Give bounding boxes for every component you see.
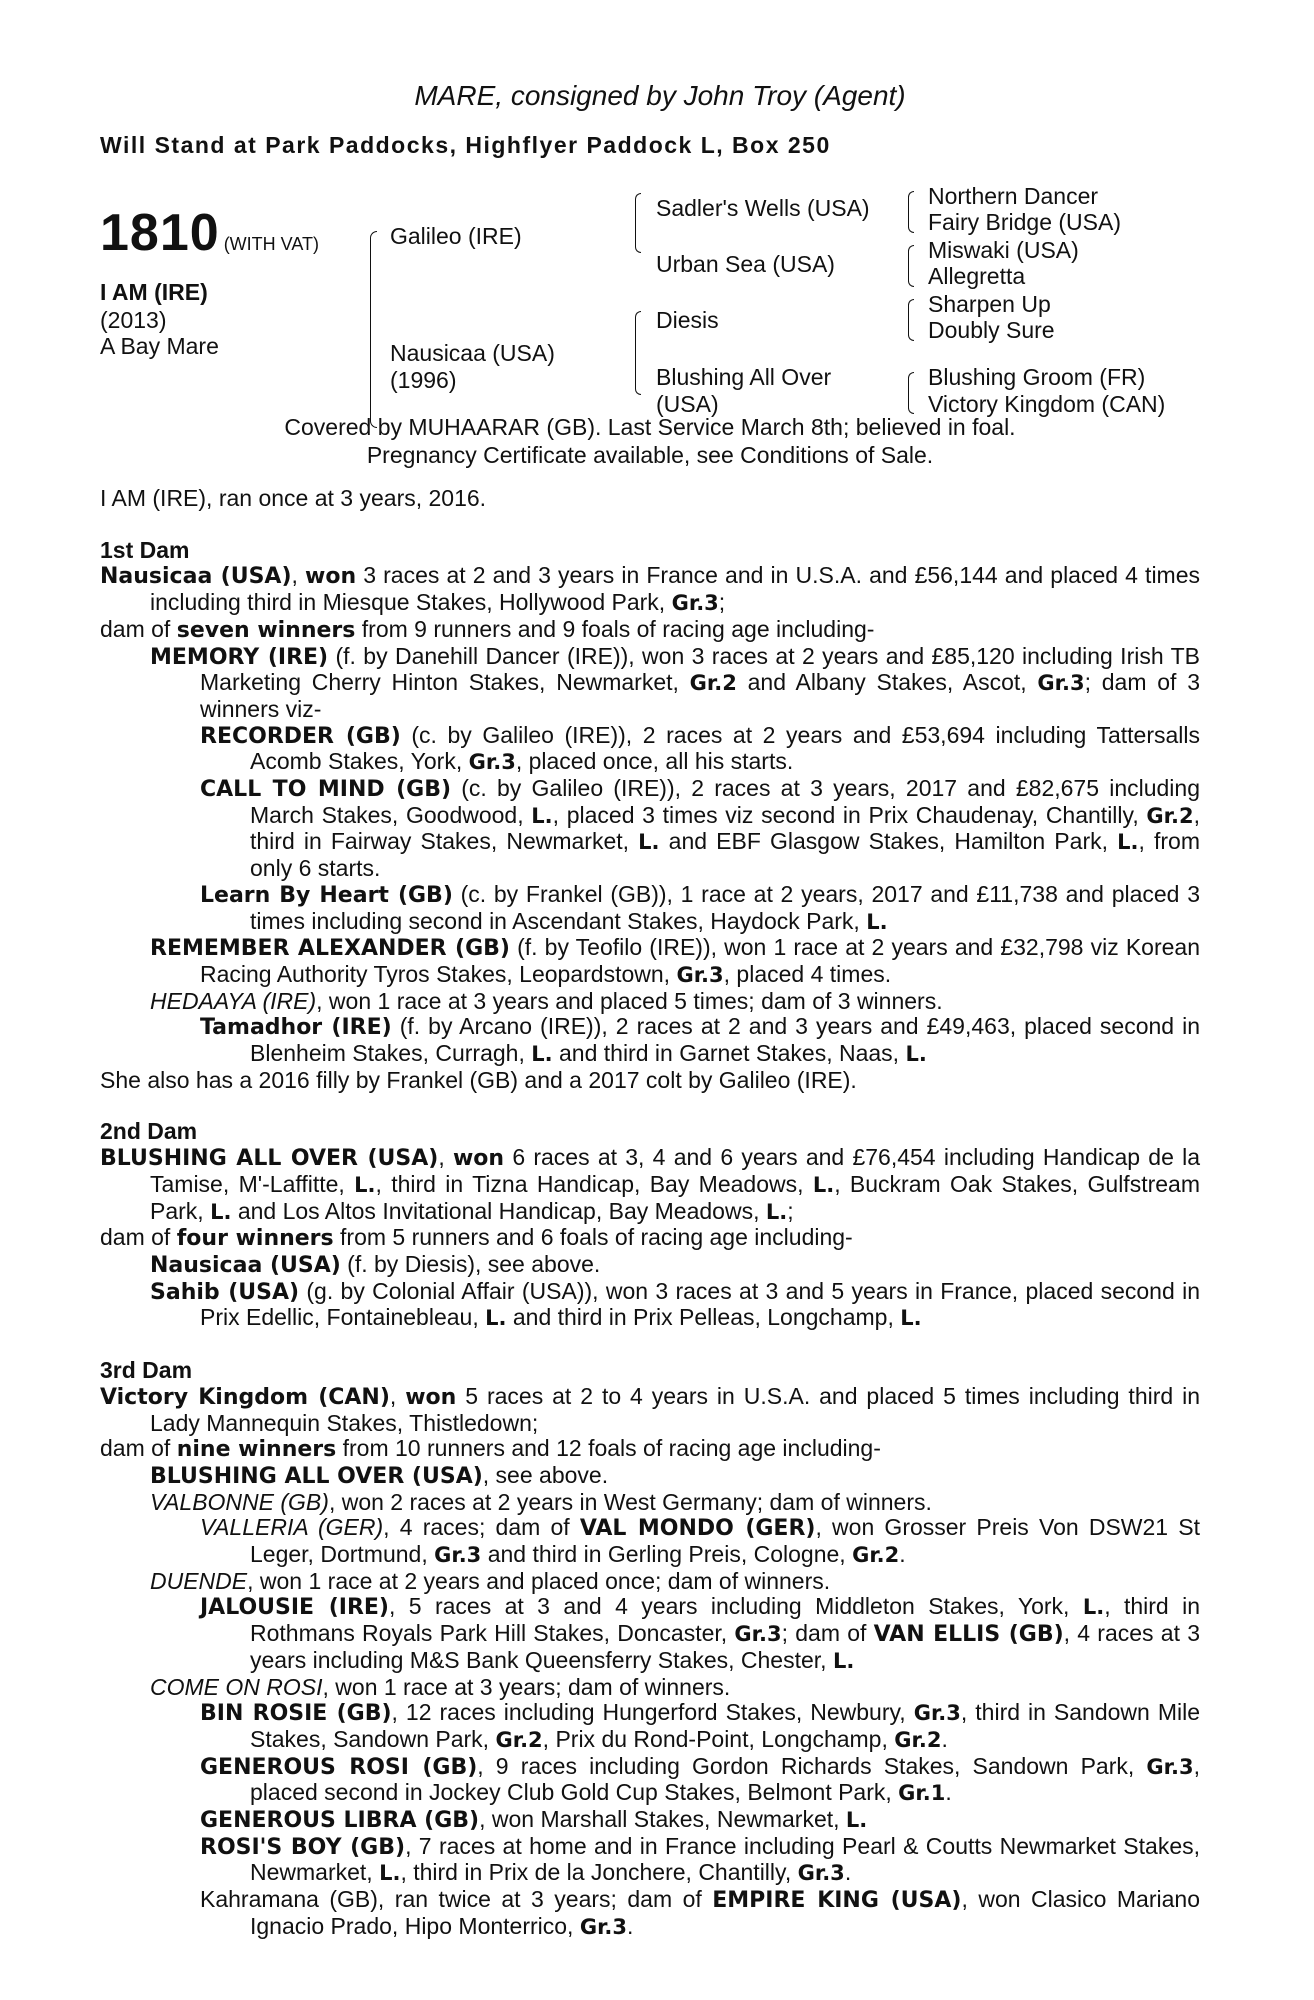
produce-hedaaya: HEDAAYA (IRE), won 1 race at 3 years and placed 5 times; dam of 3 winners. [150,987,943,1014]
third-dam-record: Victory Kingdom (CAN), won 5 races at 2 to 4 years in U.S.A. and placed 5 times including third in Lady Mannequin Stakes, Thistledown; [100,1382,1200,1436]
ss-bracket [908,191,914,233]
first-dam-section [100,538,1200,1094]
pedigree-sd-dam: Allegretta [928,263,1026,289]
dam-name: Nausicaa (USA) [100,564,292,590]
produce-name: DUENDE [150,1567,248,1594]
horse-name: I AM (IRE) [100,279,208,305]
also-has-line: She also has a 2016 filly by Frankel (GB) and a 2017 colt by Galileo (IRE). [100,1066,857,1093]
pedigree-table [100,183,1200,468]
sire-bracket [635,193,641,253]
pedigree-sire: Galileo (IRE) [390,223,522,249]
pedigree-sire-sire: Sadler's Wells (USA) [656,195,870,221]
pedigree-dam-sire: Diesis [656,307,719,333]
produce-generous-libra: GENEROUS LIBRA (GB), won Marshall Stakes, Newmarket, L. [200,1806,868,1834]
covering-info [100,413,1200,469]
produce-name: MEMORY (IRE) [150,644,329,670]
produce-valleria: VALLERIA (GER), 4 races; dam of VAL MONDO (GER), won Grosser Preis Von DSW21 St Leger, Dortmund, Gr.3 and third in Gerling Preis, Cologne, Gr.2. [200,1514,1200,1568]
third-dam-produce: dam of nine winners from 10 runners and 12 foals of racing age including- [100,1435,881,1463]
produce-nausicaa: Nausicaa (USA) (f. by Diesis), see above. [150,1250,601,1278]
first-dam-record: Nausicaa (USA), won 3 races at 2 and 3 years in France and in U.S.A. and £56,144 and placed 4 times including third in Miesque Stakes, Hollywood Park, Gr.3; [100,562,1201,616]
produce-name: ROSI'S BOY (GB) [200,1834,406,1860]
third-dam-heading: 3rd Dam [100,1357,193,1384]
produce-name: CALL TO MIND (GB) [200,777,452,803]
pedigree-dd-dam: Victory Kingdom (CAN) [928,391,1166,417]
pedigree-dam: Nausicaa (USA) [390,340,555,366]
produce-recorder: RECORDER (GB) (c. by Galileo (IRE)), 2 races at 2 years and £53,694 including Tattersalls Acomb Stakes, York, Gr.3, placed once, all his starts. [200,721,1200,775]
pregnancy-line: Pregnancy Certificate available, see Conditions of Sale. [366,442,934,468]
third-dam-section [100,1358,1200,1940]
produce-tamadhor: Tamadhor (IRE) (f. by Arcano (IRE)), 2 races at 2 and 3 years and £49,463, placed second in Blenheim Stakes, Curragh, L. and third in Garnet Stakes, Naas, L. [200,1013,1200,1067]
produce-memory: MEMORY (IRE) (f. by Danehill Dancer (IRE)), won 3 races at 2 years and £85,120 including Irish TB Marketing Cherry Hinton Stakes, Newmarket, Gr.2 and Albany Stakes, Ascot, Gr.3; dam of 3 winners viz- [150,642,1200,722]
produce-name: Learn By Heart (GB) [200,882,453,908]
produce-name: Tamadhor (IRE) [200,1015,392,1041]
pedigree-dam-dam: Blushing All Over [656,364,832,390]
produce-sahib: Sahib (USA) (g. by Colonial Affair (USA)), won 3 races at 3 and 5 years in France, placed second in Prix Edellic, Fontainebleau, L. and third in Prix Pelleas, Longchamp, L. [150,1277,1200,1331]
first-dam-heading: 1st Dam [100,536,190,563]
dd-bracket [908,372,914,414]
group-race: Gr.3 [671,591,719,616]
sire-dam-bracket [370,231,377,428]
pedigree-ds-sire: Sharpen Up [928,291,1051,317]
lot-block [100,203,319,263]
produce-name: REMEMBER ALEXANDER (GB) [150,936,510,962]
produce-valbonne: VALBONNE (GB), won 2 races at 2 years in West Germany; dam of winners. [150,1488,932,1515]
pedigree-ss-dam: Fairy Bridge (USA) [928,209,1121,235]
produce-name: BIN ROSIE (GB) [200,1701,392,1727]
dam-name: BLUSHING ALL OVER (USA) [100,1146,439,1172]
produce-generous-rosi: GENEROUS ROSI (GB), 9 races including Gordon Richards Stakes, Sandown Park, Gr.3, placed second in Jockey Club Gold Cup Stakes, Belmont Park, Gr.1. [200,1752,1200,1806]
second-dam-record: BLUSHING ALL OVER (USA), won 6 races at 3, 4 and 6 years and £76,454 including Handicap de la Tamise, M'-Laffitte, L., third in Tizna Handicap, Bay Meadows, L., Buckram Oak Stakes, Gulfstream Park, L. and Los Altos Invitational Handicap, Bay Meadows, L.; [100,1144,1200,1224]
second-dam-produce: dam of four winners from 5 runners and 6 foals of racing age including- [100,1224,853,1252]
produce-name: HEDAAYA (IRE) [150,987,317,1014]
second-dam-heading: 2nd Dam [100,1118,198,1145]
won-label: won [305,564,357,590]
produce-blushing-all-over: BLUSHING ALL OVER (USA), see above. [150,1461,609,1489]
pedigree-dam-year: (1996) [390,367,457,393]
produce-duende: DUENDE, won 1 race at 2 years and placed once; dam of winners. [150,1567,831,1594]
lot-number: 1810 [100,204,220,262]
produce-kahramana: Kahramana (GB), ran twice at 3 years; dam of EMPIRE KING (USA), won Clasico Mariano Ignacio Prado, Hipo Monterrico, Gr.3. [200,1886,1200,1939]
dam-name: Victory Kingdom (CAN) [100,1384,390,1410]
produce-remember-alexander: REMEMBER ALEXANDER (GB) (f. by Teofilo (IRE)), won 1 race at 2 years and £32,798 viz Korean Racing Authority Tyros Stakes, Leopardstown, Gr.3, placed 4 times. [150,934,1201,987]
produce-name: GENEROUS LIBRA (GB) [200,1808,480,1834]
produce-come-on-rosi: COME ON ROSI, won 1 race at 3 years; dam of winners. [150,1673,731,1700]
horse-description: A Bay Mare [100,333,219,359]
stand-location: Will Stand at Park Paddocks, Highflyer Paddock L, Box 250 [100,132,831,158]
dam-bracket [635,311,641,395]
pedigree-sd-sire: Miswaki (USA) [928,237,1079,263]
sd-bracket [908,245,914,287]
produce-name: RECORDER (GB) [200,723,401,749]
vat-label: (WITH VAT) [223,234,319,254]
pedigree-dam-dam-country: (USA) [656,391,719,417]
produce-name: VALLERIA (GER) [200,1514,384,1541]
second-dam-section [100,1119,1200,1332]
produce-name: BLUSHING ALL OVER (USA) [150,1463,483,1489]
produce-name: Sahib (USA) [150,1279,300,1305]
race-record: I AM (IRE), ran once at 3 years, 2016. [100,485,487,511]
produce-jalousie: JALOUSIE (IRE), 5 races at 3 and 4 years including Middleton Stakes, York, L., third in Rothmans Royals Park Hill Stakes, Doncaster, Gr.3; dam of VAN ELLIS (GB), 4 races at 3 years including M&S Bank Queensferry Stakes, Chester, L. [200,1593,1200,1673]
first-dam-produce: dam of seven winners from 9 runners and 9 foals of racing age including- [100,615,875,643]
pedigree-sire-dam: Urban Sea (USA) [656,251,835,277]
produce-bin-rosie: BIN ROSIE (GB), 12 races including Hungerford Stakes, Newbury, Gr.3, third in Sandown Mile Stakes, Sandown Park, Gr.2, Prix du Rond-Point, Longchamp, Gr.2. [200,1699,1200,1752]
produce-call-to-mind: CALL TO MIND (GB) (c. by Galileo (IRE)), 2 races at 3 years, 2017 and £82,675 including March Stakes, Goodwood, L., placed 3 times viz second in Prix Chaudenay, Chantilly, Gr.2, third in Fairway Stakes, Newmarket, L. and EBF Glasgow Stakes, Hamilton Park, L., from only 6 starts. [200,775,1200,882]
pedigree-dd-sire: Blushing Groom (FR) [928,364,1146,390]
consignment-line: MARE, consigned by John Troy (Agent) [414,80,906,111]
catalogue-page [100,80,1200,1941]
covering-line: Covered by MUHAARAR (GB). Last Service March 8th; believed in foal. [284,414,1016,440]
produce-rosis-boy: ROSI'S BOY (GB), 7 races at home and in France including Pearl & Coutts Newmarket Stakes, Newmarket, L., third in Prix de la Jonchere, Chantilly, Gr.3. [200,1832,1200,1886]
produce-name: JALOUSIE (IRE) [200,1595,389,1621]
produce-learn-by-heart: Learn By Heart (GB) (c. by Frankel (GB)), 1 race at 2 years, 2017 and £11,738 and placed 3 times including second in Ascendant Stakes, Haydock Park, L. [200,880,1200,934]
produce-name: VALBONNE (GB) [150,1488,329,1515]
produce-name: COME ON ROSI [150,1673,323,1700]
produce-name: Nausicaa (USA) [150,1252,341,1278]
horse-year: (2013) [100,307,167,333]
pedigree-ss-sire: Northern Dancer [928,183,1099,209]
produce-name: GENEROUS ROSI (GB) [200,1754,478,1780]
pedigree-ds-dam: Doubly Sure [928,317,1055,343]
ds-bracket [908,299,914,341]
